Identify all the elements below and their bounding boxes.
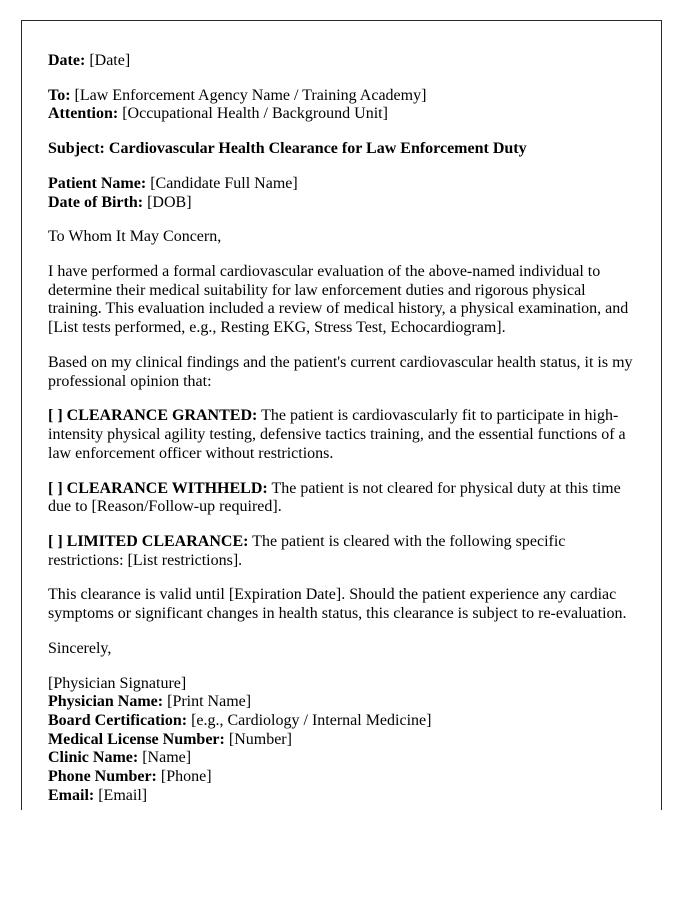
clearance-granted-option bbox=[48, 407, 635, 463]
validity-paragraph: This clearance is valid until [Expiration Date]. Should the patient experience any cardiac symptoms or significant changes in health status, this clearance is subject to re-evaluation. bbox=[48, 586, 627, 623]
to-value: [Law Enforcement Agency Name / Training Academy] bbox=[74, 86, 427, 104]
limited-clearance-text: The patient is cleared with the following specific restrictions: [List restrictions]. bbox=[48, 532, 566, 569]
phone-number-label: Phone Number: bbox=[48, 768, 157, 786]
to-label: To: bbox=[48, 86, 71, 104]
patient-name-label: Patient Name: bbox=[48, 174, 147, 192]
clearance-granted-label: [ ] CLEARANCE GRANTED: bbox=[48, 407, 258, 425]
date-label: Date: bbox=[48, 52, 86, 69]
salutation: To Whom It May Concern, bbox=[48, 228, 222, 246]
evaluation-paragraph: I have performed a formal cardiovascular evaluation of the above-named individual to determine their medical suitability for law enforcement duties and rigorous physical training. This evaluation included a review of medical history, a physical examination, and [List tests performed, e.g., Resting EKG, Stress Test, Echocardiogram]. bbox=[48, 263, 629, 337]
attention-value: [Occupational Health / Background Unit] bbox=[122, 105, 388, 123]
opinion-paragraph: Based on my clinical findings and the patient's current cardiovascular health status, it is my professional opinion that: bbox=[48, 353, 633, 390]
email-value: [Email] bbox=[98, 786, 148, 804]
subject-value: Cardiovascular Health Clearance for Law Enforcement Duty bbox=[108, 140, 527, 158]
recipient-block bbox=[48, 87, 635, 124]
dob-value: [DOB] bbox=[147, 193, 192, 211]
subject-line bbox=[48, 140, 635, 159]
date-line bbox=[48, 52, 635, 71]
limited-clearance-label: [ ] LIMITED CLEARANCE: bbox=[48, 532, 249, 550]
phone-number-value: [Phone] bbox=[160, 768, 212, 786]
signature-block bbox=[48, 675, 635, 806]
medical-license-value: [Number] bbox=[228, 730, 292, 748]
email-label: Email: bbox=[48, 786, 95, 804]
board-certification-value: [e.g., Cardiology / Internal Medicine] bbox=[191, 711, 432, 729]
dob-label: Date of Birth: bbox=[48, 193, 144, 211]
subject-label: Subject: bbox=[48, 140, 105, 158]
signature-placeholder: [Physician Signature] bbox=[48, 674, 187, 692]
patient-name-value: [Candidate Full Name] bbox=[150, 174, 298, 192]
patient-block bbox=[48, 175, 635, 212]
clearance-withheld-option bbox=[48, 480, 635, 517]
letter-page bbox=[21, 20, 662, 810]
physician-name-label: Physician Name: bbox=[48, 693, 164, 711]
attention-label: Attention: bbox=[48, 105, 119, 123]
clinic-name-value: [Name] bbox=[142, 749, 192, 767]
clinic-name-label: Clinic Name: bbox=[48, 749, 139, 767]
closing: Sincerely, bbox=[48, 639, 112, 657]
board-certification-label: Board Certification: bbox=[48, 711, 188, 729]
medical-license-label: Medical License Number: bbox=[48, 730, 225, 748]
physician-name-value: [Print Name] bbox=[167, 693, 252, 711]
clearance-withheld-text: The patient is not cleared for physical duty at this time due to [Reason/Follow-up required]. bbox=[48, 479, 621, 516]
limited-clearance-option bbox=[48, 533, 635, 570]
date-value: [Date] bbox=[89, 52, 131, 69]
clearance-granted-text: The patient is cardiovascularly fit to participate in high-intensity physical agility testing, defensive tactics training, and the essential functions of a law enforcement officer without restrictions. bbox=[48, 407, 626, 462]
clearance-withheld-label: [ ] CLEARANCE WITHHELD: bbox=[48, 479, 268, 497]
